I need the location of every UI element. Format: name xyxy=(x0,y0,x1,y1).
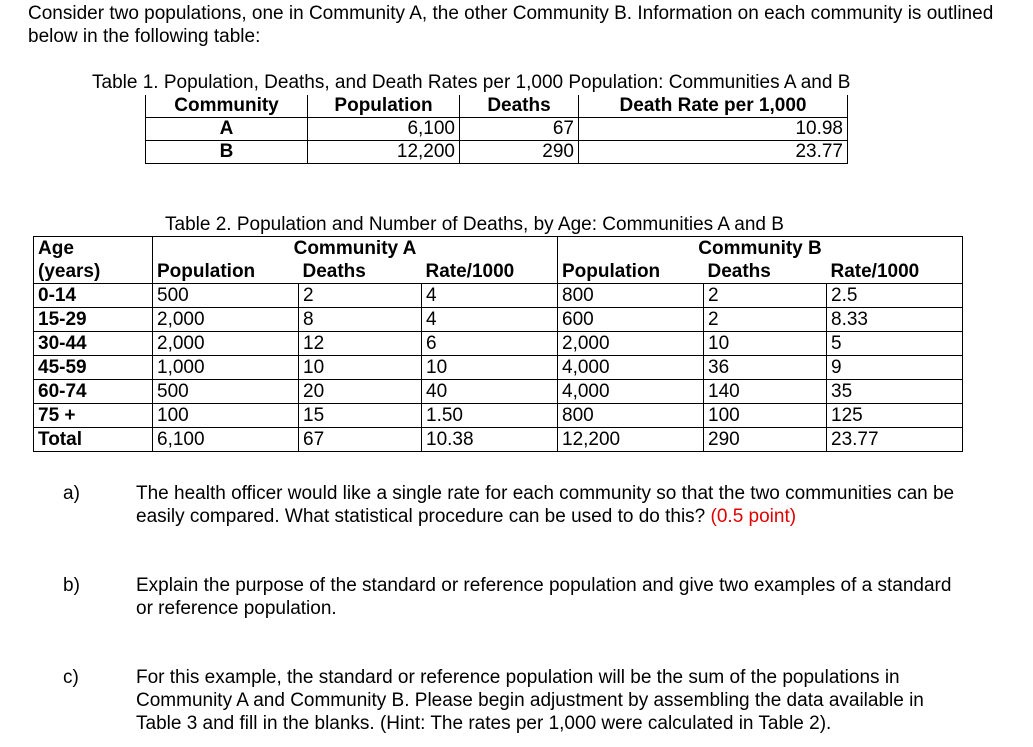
table2-cell: 1,000 xyxy=(153,356,299,380)
table1-caption: Table 1. Population, Deaths, and Death Rates per 1,000 Population: Communities A and B xyxy=(92,72,851,93)
age-header-line2: (years) xyxy=(38,261,101,282)
table1-cell: 23.77 xyxy=(579,141,848,164)
table2-caption: Table 2. Population and Number of Deaths, by Age: Communities A and B xyxy=(165,214,784,235)
age-group-cell: 15-29 xyxy=(34,308,153,332)
table2-subheader: Deaths xyxy=(299,260,422,284)
intro-paragraph: Consider two populations, one in Community A, the other Community B. Information on each community is outlined below in the following table: xyxy=(28,3,994,47)
table2-subheader: Rate/1000 xyxy=(827,260,963,284)
table2-cell: 10.38 xyxy=(422,428,558,452)
table2-cell: 36 xyxy=(704,356,827,380)
table1-header: Population xyxy=(308,95,460,118)
table2-cell: 2,000 xyxy=(153,332,299,356)
table2-cell: 5 xyxy=(827,332,963,356)
table1-cell: B xyxy=(146,141,308,164)
age-group-cell: 30-44 xyxy=(34,332,153,356)
table2-cell: 600 xyxy=(558,308,704,332)
table-row xyxy=(34,380,963,404)
question-label: c) xyxy=(63,667,79,688)
table2-cell: 290 xyxy=(704,428,827,452)
table2-cell: 6,100 xyxy=(153,428,299,452)
table1-cell: 6,100 xyxy=(308,118,460,141)
table2-cell: 125 xyxy=(827,404,963,428)
table2-cell: 40 xyxy=(422,380,558,404)
table2-cell: 500 xyxy=(153,284,299,308)
table1-header: Community xyxy=(146,95,308,118)
table1-cell: 290 xyxy=(460,141,579,164)
table2-cell: 8 xyxy=(299,308,422,332)
table1 xyxy=(145,95,848,164)
table2-cell: 2,000 xyxy=(153,308,299,332)
table-row xyxy=(34,428,963,452)
age-header-line1: Age xyxy=(38,238,74,259)
table2-subheader: Population xyxy=(153,260,299,284)
table2 xyxy=(33,236,963,452)
age-group-cell: 45-59 xyxy=(34,356,153,380)
table2-cell: 15 xyxy=(299,404,422,428)
table1-header: Deaths xyxy=(460,95,579,118)
table2-cell: 100 xyxy=(704,404,827,428)
table2-cell: 1.50 xyxy=(422,404,558,428)
table2-cell: 2 xyxy=(704,308,827,332)
table2-cell: 10 xyxy=(299,356,422,380)
age-group-cell: 75 + xyxy=(34,404,153,428)
table2-cell: 10 xyxy=(704,332,827,356)
table1-cell: 67 xyxy=(460,118,579,141)
table2-cell: 4 xyxy=(422,308,558,332)
table2-cell: 4,000 xyxy=(558,380,704,404)
table2-cell: 4 xyxy=(422,284,558,308)
table2-cell: 10 xyxy=(422,356,558,380)
table-row xyxy=(34,404,963,428)
table2-cell: 2 xyxy=(704,284,827,308)
table2-cell: 6 xyxy=(422,332,558,356)
table2-cell: 800 xyxy=(558,284,704,308)
table2-group-row xyxy=(34,237,963,261)
table2-group-b: Community B xyxy=(558,237,963,261)
table2-group-a: Community A xyxy=(153,237,558,261)
table-row xyxy=(34,332,963,356)
table-row xyxy=(146,118,848,141)
table2-age-header xyxy=(34,237,153,284)
table2-cell: 9 xyxy=(827,356,963,380)
table2-subheader: Deaths xyxy=(704,260,827,284)
table2-cell: 140 xyxy=(704,380,827,404)
question-label: b) xyxy=(63,575,80,596)
table2-cell: 35 xyxy=(827,380,963,404)
table2-cell: 100 xyxy=(153,404,299,428)
table2-subheader: Rate/1000 xyxy=(422,260,558,284)
table2-cell: 500 xyxy=(153,380,299,404)
question-text: For this example, the standard or reference population will be the sum of the populations in Community A and Community B. Please begin adjustment by assembling the data available in Table 3 and fill in the blanks. (Hint: The rates per 1,000 were calculated in Table 2). xyxy=(136,667,924,734)
table-row xyxy=(34,284,963,308)
table1-cell: 10.98 xyxy=(579,118,848,141)
table2-cell: 23.77 xyxy=(827,428,963,452)
table2-cell: 12 xyxy=(299,332,422,356)
table-row xyxy=(146,141,848,164)
age-group-cell: 0-14 xyxy=(34,284,153,308)
table2-subheader: Population xyxy=(558,260,704,284)
question-text: The health officer would like a single rate for each community so that the two communities can be easily compared. What statistical procedure can be used to do this? (0.5 point) xyxy=(136,483,955,527)
table2-cell: 67 xyxy=(299,428,422,452)
table2-cell: 20 xyxy=(299,380,422,404)
table1-cell: 12,200 xyxy=(308,141,460,164)
table2-cell: 8.33 xyxy=(827,308,963,332)
question-text: Explain the purpose of the standard or reference population and give two examples of a standard or reference population. xyxy=(136,575,952,619)
table1-header-row xyxy=(146,95,848,118)
age-group-cell: 60-74 xyxy=(34,380,153,404)
table2-cell: 4,000 xyxy=(558,356,704,380)
table2-subheader-row xyxy=(34,260,963,284)
question-label: a) xyxy=(63,483,80,504)
table2-cell: 800 xyxy=(558,404,704,428)
points-label: (0.5 point) xyxy=(710,506,797,527)
table1-header: Death Rate per 1,000 xyxy=(579,95,848,118)
table2-cell: 2 xyxy=(299,284,422,308)
table2-cell: 12,200 xyxy=(558,428,704,452)
age-group-cell: Total xyxy=(34,428,153,452)
table2-cell: 2.5 xyxy=(827,284,963,308)
table-row xyxy=(34,308,963,332)
table2-cell: 2,000 xyxy=(558,332,704,356)
table-row xyxy=(34,356,963,380)
table1-cell: A xyxy=(146,118,308,141)
